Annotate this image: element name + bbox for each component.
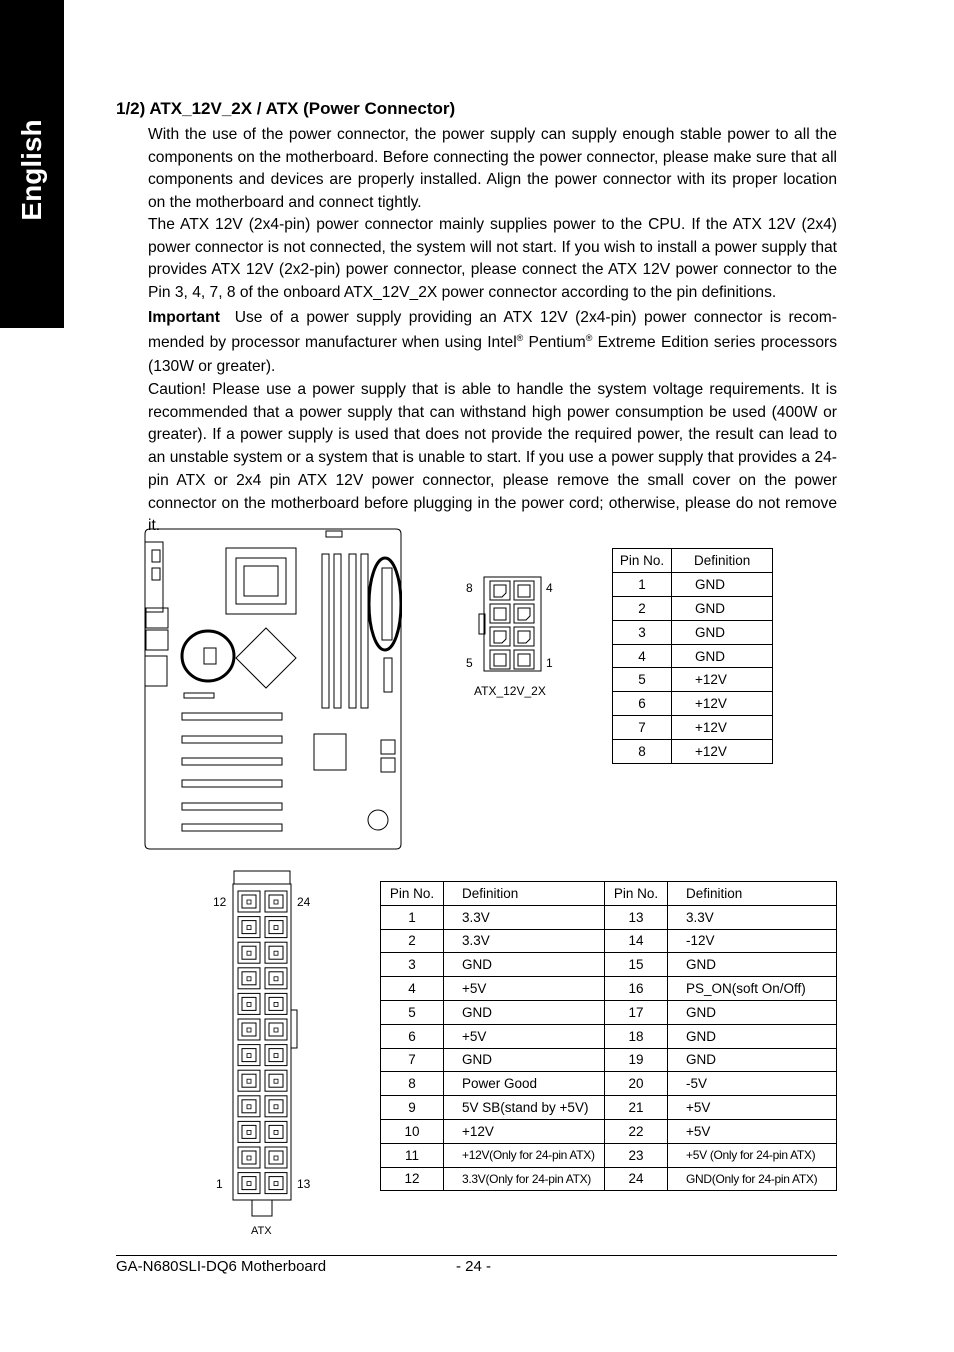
pin-5-label: 5 — [466, 656, 473, 670]
atx12v-highlight-circle — [182, 631, 234, 681]
footer-divider — [116, 1255, 837, 1256]
pin-8-label: 8 — [466, 581, 473, 595]
table-row — [381, 977, 837, 1001]
definition-cell: +5V — [444, 1024, 605, 1048]
pin-number-cell: 18 — [605, 1024, 668, 1048]
definition-cell: GND — [444, 1000, 605, 1024]
pin-number-cell: 3 — [381, 953, 444, 977]
pin-number-cell: 24 — [605, 1167, 668, 1191]
pin-number-cell: 2 — [381, 929, 444, 953]
definition-cell: -12V — [668, 929, 837, 953]
definition-cell: GND — [668, 1048, 837, 1072]
pin-number-cell: 4 — [381, 977, 444, 1001]
pin-1-label: 1 — [546, 656, 553, 670]
pin-number-cell: 11 — [381, 1143, 444, 1167]
definition-cell: PS_ON(soft On/Off) — [668, 977, 837, 1001]
pin-no-header: Pin No. — [613, 549, 672, 573]
pin-number-cell: 12 — [381, 1167, 444, 1191]
important-label: Important — [148, 309, 220, 326]
table-row — [381, 1143, 837, 1167]
pin-number-cell: 7 — [381, 1048, 444, 1072]
pin-number-cell: 10 — [381, 1119, 444, 1143]
table-row: 6 +12V — [613, 692, 773, 716]
pin-24-label: 24 — [297, 895, 311, 909]
pin-number-cell: 1 — [381, 905, 444, 929]
definition-cell: GND(Only for 24-pin ATX) — [668, 1167, 837, 1191]
atx12v-diagram-label: ATX_12V_2X — [474, 684, 546, 698]
motherboard-layout-diagram — [144, 528, 402, 850]
section-heading: 1/2) ATX_12V_2X / ATX (Power Connector) — [116, 99, 456, 118]
definition-cell: -5V — [668, 1072, 837, 1096]
table-row — [381, 905, 837, 929]
definition-cell: GND — [668, 1024, 837, 1048]
definition-cell: 3.3V(Only for 24-pin ATX) — [444, 1167, 605, 1191]
table-row — [381, 1167, 837, 1191]
definition-cell: 3.3V — [668, 905, 837, 929]
pin-number-cell: 17 — [605, 1000, 668, 1024]
table-row: 5 +12V — [613, 668, 773, 692]
table-row: 1 GND — [613, 572, 773, 596]
table-header-row: Pin No. Definition Pin No. Definition — [381, 882, 837, 906]
table-row — [381, 1000, 837, 1024]
atx12v-paragraph: The ATX 12V (2x4-pin) power connector mainly supplies power to the CPU. If the ATX 12V (2x4) power connector is not connected, the system will not start. If you wish to install a power supply that provides ATX 12V (2x2-pin) power connector, please connect the ATX 12V power connector to the Pin 3, 4, 7, 8 of the onboard ATX_12V_2X power connector according to the pin definitions. — [148, 216, 837, 302]
pin-number-cell: 8 — [381, 1072, 444, 1096]
footer-page-number: - 24 - — [456, 1258, 492, 1275]
table-row — [381, 1024, 837, 1048]
language-side-tab — [0, 0, 64, 328]
atx12v-connector-diagram — [460, 572, 570, 702]
table-row — [381, 929, 837, 953]
pin-number-cell: 16 — [605, 977, 668, 1001]
table-row — [381, 1096, 837, 1120]
footer-model: GA-N680SLI-DQ6 Motherboard — [116, 1258, 327, 1275]
pin-number-cell: 13 — [605, 905, 668, 929]
table-row: 4 GND — [613, 644, 773, 668]
pin-number-cell: 19 — [605, 1048, 668, 1072]
atx-highlight-circle — [369, 558, 401, 650]
definition-cell: 3.3V — [444, 905, 605, 929]
pin-number-cell: 6 — [381, 1024, 444, 1048]
pin-number-cell: 22 — [605, 1119, 668, 1143]
definition-cell: GND — [668, 1000, 837, 1024]
table-row — [381, 1119, 837, 1143]
definition-cell: Power Good — [444, 1072, 605, 1096]
intro-paragraph: With the use of the power connector, the power supply can supply enough stable power to all the components on the motherboard. Before connecting the power connector, please make sure that all components and devices are properly installed. Align the power connector with its proper location on the motherboard and connect tightly. — [148, 126, 837, 212]
table-row — [381, 1048, 837, 1072]
definition-cell: GND — [668, 953, 837, 977]
definition-header: Definition — [672, 549, 773, 573]
table-header-row — [613, 549, 773, 573]
table-row — [381, 953, 837, 977]
language-label: English — [16, 119, 47, 221]
definition-cell: +5V — [444, 977, 605, 1001]
important-paragraph: Important Use of a power supply providing an ATX 12V (2x4-pin) power connector is recom-mended by processor manufacturer when using Intel® Pentium® Extreme Edition series processors (130W or greater). — [148, 309, 837, 375]
pin-number-cell: 14 — [605, 929, 668, 953]
pin-number-cell: 9 — [381, 1096, 444, 1120]
pin-number-cell: 20 — [605, 1072, 668, 1096]
table-row: 2 GND — [613, 596, 773, 620]
definition-cell: +5V — [668, 1119, 837, 1143]
definition-cell: +12V(Only for 24-pin ATX) — [444, 1143, 605, 1167]
definition-cell: GND — [444, 1048, 605, 1072]
pin-number-cell: 23 — [605, 1143, 668, 1167]
atx12v-pin-table — [612, 548, 773, 764]
caution-paragraph: Caution! Please use a power supply that is able to handle the system voltage requirements. It is recommended that a power supply that can withstand high power consumption be used (400W or greater). If a power supply is used that does not provide the required power, the result can lead to an unstable system or a system that is unable to start. If you use a power supply that provides a 24-pin ATX or 2x4 pin ATX 12V power connector, please remove the small cover on the power connector on the motherboard before plugging in the power cord; otherwise, please do not remove it. — [148, 381, 837, 535]
pin-13-label: 13 — [297, 1177, 311, 1191]
atx24-connector-diagram — [205, 870, 325, 1242]
table-row: 7 +12V — [613, 716, 773, 740]
atx24-pin-table — [380, 881, 837, 1191]
table-row — [381, 1072, 837, 1096]
pin-1-label: 1 — [216, 1177, 223, 1191]
atx-diagram-label: ATX — [251, 1225, 272, 1237]
definition-cell: +5V — [668, 1096, 837, 1120]
table-row: 8 +12V — [613, 740, 773, 764]
pin-number-cell: 5 — [381, 1000, 444, 1024]
pin-number-cell: 15 — [605, 953, 668, 977]
pin-12-label: 12 — [213, 895, 227, 909]
definition-cell: 3.3V — [444, 929, 605, 953]
pin-4-label: 4 — [546, 581, 553, 595]
pin-number-cell: 21 — [605, 1096, 668, 1120]
definition-cell: GND — [444, 953, 605, 977]
definition-cell: +12V — [444, 1119, 605, 1143]
definition-cell: 5V SB(stand by +5V) — [444, 1096, 605, 1120]
table-row: 3 GND — [613, 620, 773, 644]
definition-cell: +5V (Only for 24-pin ATX) — [668, 1143, 837, 1167]
